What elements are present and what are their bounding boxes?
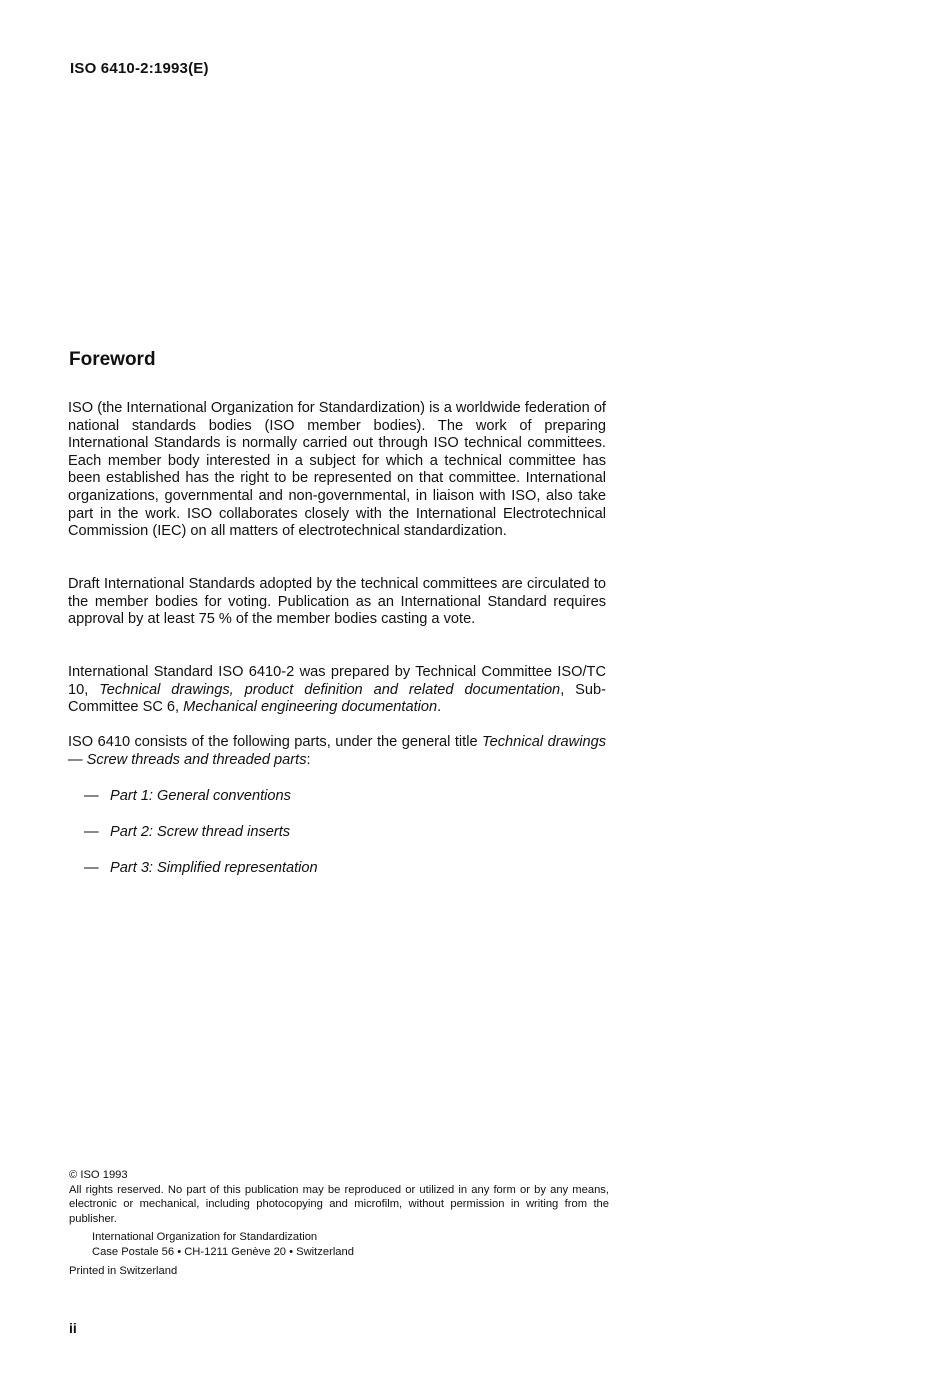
paragraph-4-general-title: Technical drawings — Screw threads and threaded parts xyxy=(68,734,606,768)
list-item xyxy=(84,859,318,895)
foreword-paragraph-4 xyxy=(68,734,606,769)
publisher-organization: International Organization for Standardization xyxy=(92,1231,318,1244)
part-3-label: Part 3: Simplified representation xyxy=(110,860,318,876)
paragraph-4-text-a: ISO 6410 consists of the following parts, under the general title xyxy=(68,734,483,750)
foreword-paragraph-1: ISO (the International Organization for Standardization) is a worldwide federation of national standards bodies (ISO member bodies). The work of preparing International Standards is normally carried out through ISO technical committees. Each member body interested in a subject for which a technical committee has been established has the right to be represented on that committee. International organizations, governmental and non-governmental, in liaison with ISO, also take part in the work. ISO collaborates closely with the International Electrotechnical Commission (IEC) on all matters of electrotechnical standardization. xyxy=(68,400,606,540)
foreword-paragraph-2: Draft International Standards adopted by the technical committees are circulated to the member bodies for voting. Publication as an International Standard requires approval by at least 75 % of the member bodies casting a vote. xyxy=(68,576,606,628)
parts-list xyxy=(84,787,318,895)
document-id: ISO 6410-2:1993(E) xyxy=(70,60,209,77)
list-dash: — xyxy=(84,860,99,876)
list-dash: — xyxy=(84,788,99,804)
foreword-paragraph-3 xyxy=(68,664,606,717)
page-number: ii xyxy=(69,1320,77,1336)
publisher-postal-address: Case Postale 56 • CH-1211 Genève 20 • Switzerland xyxy=(92,1245,354,1258)
paragraph-4-text-b: : xyxy=(306,751,311,768)
copyright-notice: © ISO 1993 xyxy=(69,1169,128,1181)
rights-statement: All rights reserved. No part of this publication may be reproduced or utilized in any form or by any means, electronic or mechanical, including photocopying and microfilm, without permission in writing from the publisher. xyxy=(69,1183,609,1225)
list-item xyxy=(84,787,318,823)
part-2-label: Part 2: Screw thread inserts xyxy=(110,824,291,840)
list-item xyxy=(84,823,318,859)
foreword-title: Foreword xyxy=(69,349,156,370)
paragraph-3-text-b: , Sub-Committee SC 6, xyxy=(68,681,606,716)
paragraph-3-committee-title: Technical drawings, product definition and related documentation xyxy=(99,681,561,698)
list-dash: — xyxy=(84,824,99,840)
paragraph-3-subcommittee-title: Mechanical engineering documentation xyxy=(183,699,438,716)
paragraph-3-text-a: International Standard ISO 6410-2 was prepared by Technical Committee ISO/TC 10, xyxy=(68,664,606,698)
paragraph-3-text-c: . xyxy=(437,699,442,716)
copyright-block xyxy=(69,1168,609,1278)
printed-location: Printed in Switzerland xyxy=(69,1264,178,1277)
part-1-label: Part 1: General conventions xyxy=(110,788,291,804)
publisher-address xyxy=(69,1230,609,1259)
